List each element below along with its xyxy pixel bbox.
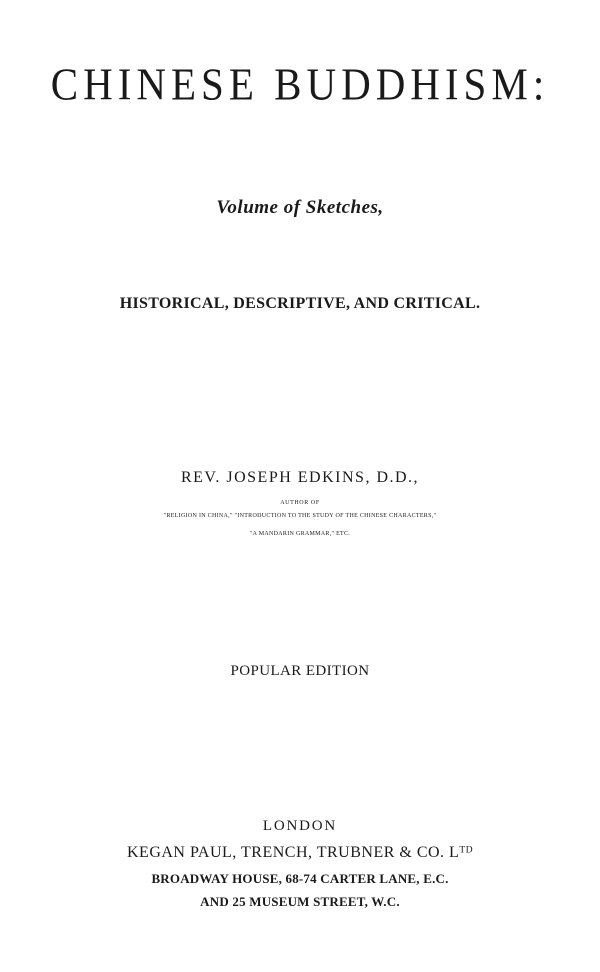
book-subtitle: Volume of Sketches, xyxy=(216,197,384,218)
book-title: CHINESE BUDDHISM: xyxy=(50,58,550,110)
edition-label: POPULAR EDITION xyxy=(230,663,370,679)
author-name: REV. JOSEPH EDKINS, D.D., xyxy=(180,469,420,486)
other-works-line-1: "RELIGION IN CHINA," "INTRODUCTION TO THE STUDY OF THE CHINESE CHARACTERS," xyxy=(163,513,437,519)
imprint-address-line-1: BROADWAY HOUSE, 68-74 CARTER LANE, E.C. xyxy=(151,871,449,886)
imprint-address-line-2: AND 25 MUSEUM STREET, W.C. xyxy=(200,894,400,909)
imprint-city: LONDON xyxy=(262,818,338,834)
imprint-publisher: KEGAN PAUL, TRENCH, TRUBNER & CO. Lᵀᴰ xyxy=(126,844,473,861)
other-works-line-2: "A MANDARIN GRAMMAR," ETC. xyxy=(249,531,351,537)
book-description: HISTORICAL, DESCRIPTIVE, AND CRITICAL. xyxy=(119,295,481,312)
author-of-label: AUTHOR OF xyxy=(280,500,320,506)
